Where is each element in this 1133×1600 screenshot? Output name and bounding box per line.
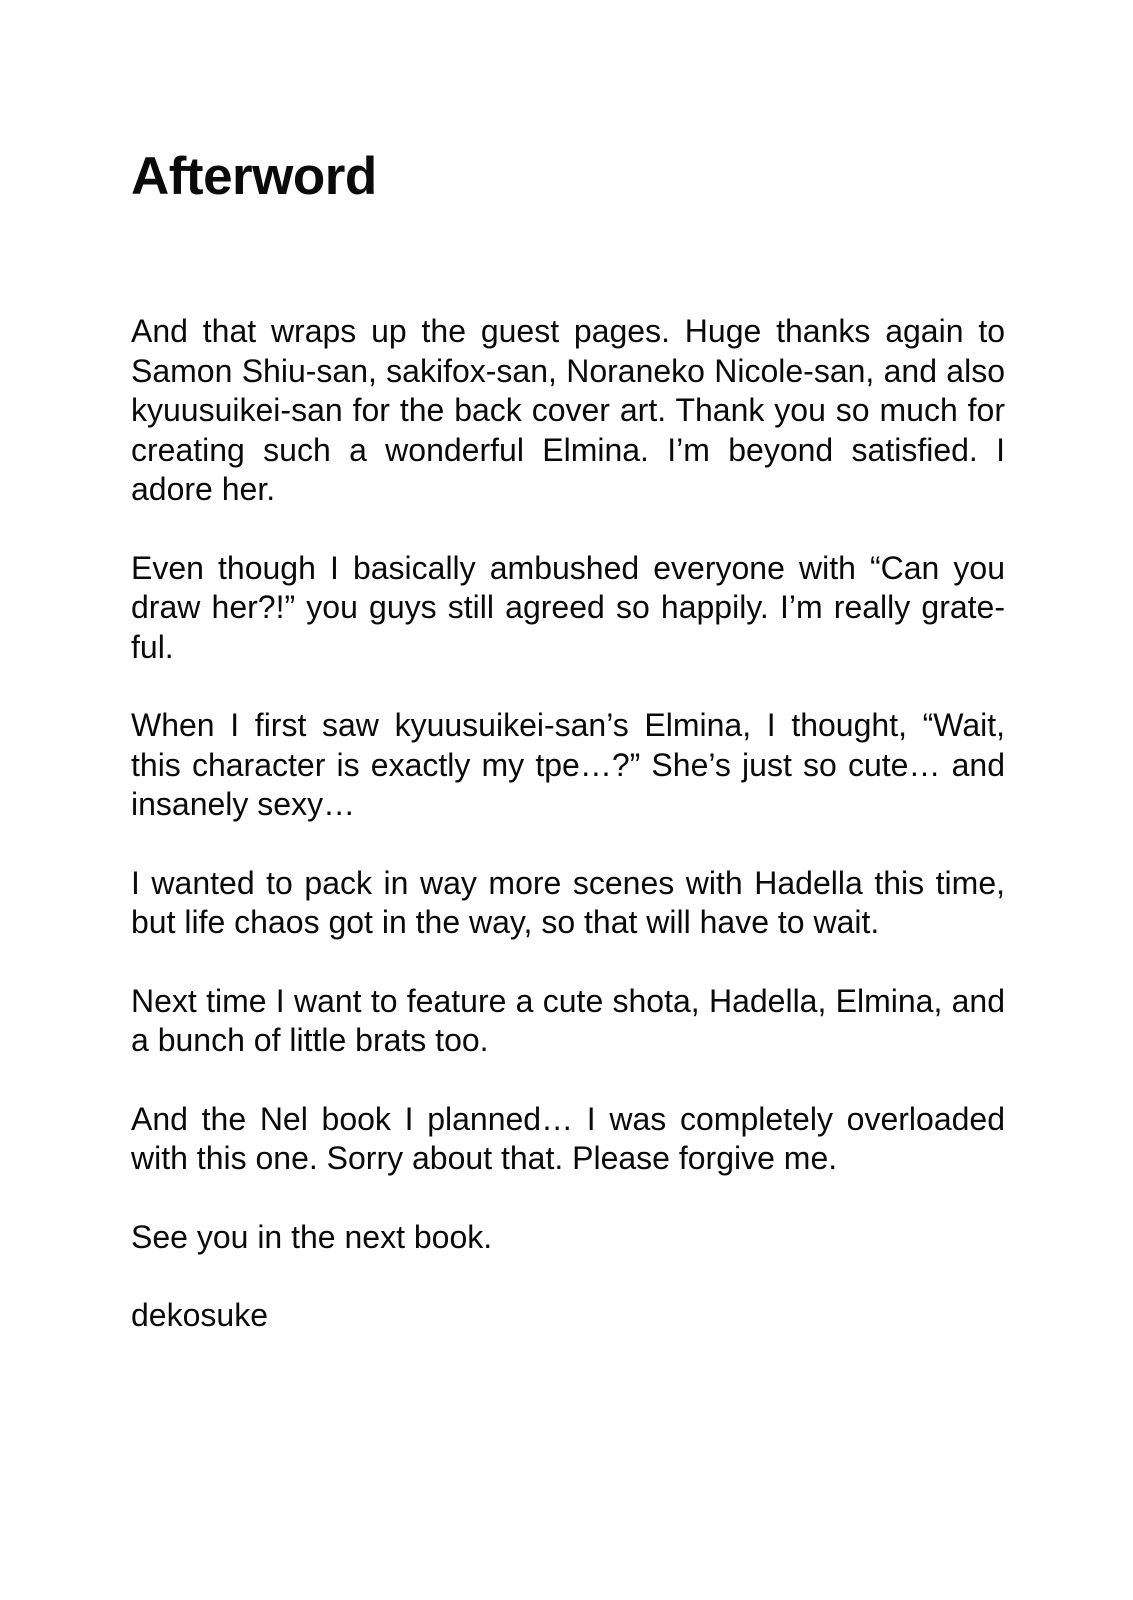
paragraph-ambush: Even though I basically ambushed everyone with “Can you draw her?!” you guys still agreed so happily. I’m really grateful. (131, 549, 1005, 665)
page-title: Afterword (131, 147, 377, 206)
paragraph-first-saw: When I first saw kyuusuikei-san’s Elmina, I thought, “Wait, this character is exactly my tpe…?” She’s just so cute… and insanely sexy… (131, 707, 1005, 822)
paragraph-next-time: Next time I want to feature a cute shota, Hadella, Elmina, and a bunch of little brats too. (131, 982, 1005, 1058)
paragraph-nel-book: And the Nel book I planned… I was completely overloaded with this one. Sorry about that. Please forgive me. (131, 1100, 1005, 1176)
paragraph-hadella: I wanted to pack in way more scenes with Hadella this time, but life chaos got in the way, so that will have to wait. (131, 864, 1005, 940)
paragraph-guest-thanks: And that wraps up the guest pages. Huge thanks again to Samon Shiu-san, sakifox-san, Noraneko Nicole-san, and also kyuusuikei-san for the back cover art. Thank you so much for creating such a wonderful Elmina. I’m beyond satisfied. I adore her. (131, 313, 1005, 507)
afterword-body (131, 312, 1005, 1336)
author-signature: dekosuke (131, 1297, 268, 1333)
paragraph-see-you: See you in the next book. (131, 1218, 493, 1255)
